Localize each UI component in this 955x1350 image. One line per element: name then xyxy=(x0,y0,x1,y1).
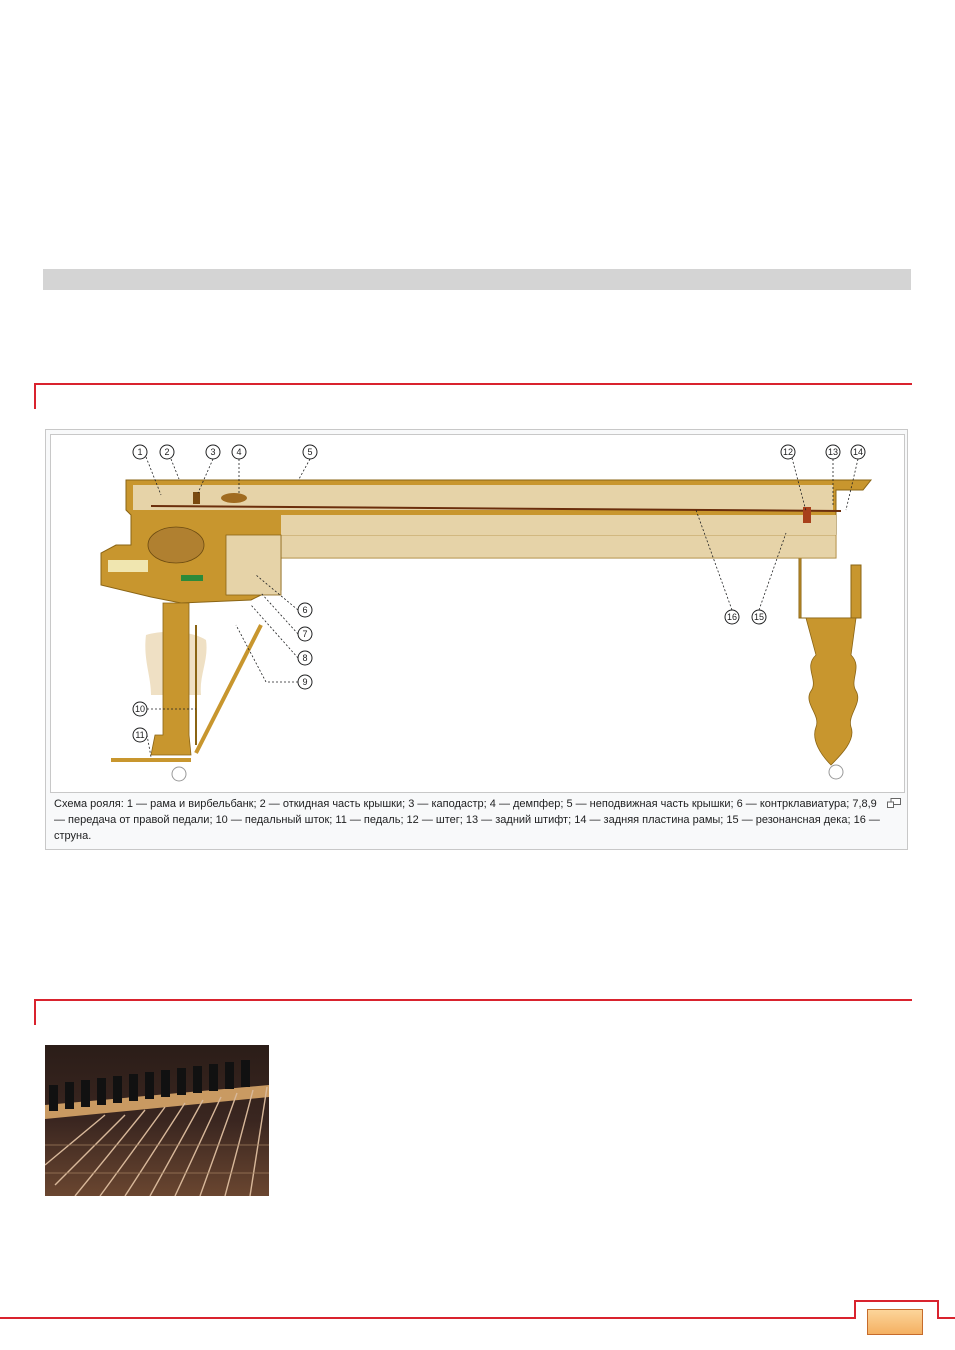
leader-5 xyxy=(299,459,310,479)
section-divider-1-tick xyxy=(34,383,36,409)
footer-bracket-left xyxy=(854,1300,856,1319)
callout-8 xyxy=(298,651,312,665)
svg-text:11: 11 xyxy=(135,730,145,740)
svg-text:1: 1 xyxy=(137,447,143,457)
svg-text:13: 13 xyxy=(827,447,839,457)
action-mechanism xyxy=(148,527,204,563)
svg-text:9: 9 xyxy=(302,677,308,687)
svg-text:12: 12 xyxy=(782,447,794,457)
figure-thumbnail xyxy=(45,429,908,850)
svg-text:7: 7 xyxy=(302,629,308,639)
callout-7 xyxy=(298,627,312,641)
case-block xyxy=(226,535,281,595)
footer-bracket-right xyxy=(937,1300,939,1319)
callout-12 xyxy=(781,445,795,459)
svg-text:4: 4 xyxy=(236,447,242,457)
svg-text:14: 14 xyxy=(852,447,864,457)
piano-diagram[interactable] xyxy=(50,434,905,793)
key-felt xyxy=(181,575,203,581)
callout-5 xyxy=(303,445,317,459)
enlarge-icon[interactable] xyxy=(887,798,901,808)
svg-text:6: 6 xyxy=(302,605,308,615)
figure-caption: Схема рояля: 1 — рама и вирбельбанк; 2 — откидная часть крышки; 3 — каподастр; 4 — демпфер; 5 — неподвижная часть крышки; 6 — контрклавиатура; 7,8,9 — передача от правой педали; 10 — педальный шток; 11 — педаль; 12 — штег; 13 — задний штифт; 14 — задняя пластина рамы; 15 — резонансная дека; 16 — струна. xyxy=(54,798,880,842)
callout-11 xyxy=(133,728,147,742)
callout-1 xyxy=(133,445,147,459)
soundboard-area xyxy=(281,535,836,558)
section-divider-2 xyxy=(34,999,912,1001)
key-area xyxy=(108,560,148,572)
callout-16 xyxy=(725,610,739,624)
leader-7 xyxy=(261,593,298,634)
svg-text:5: 5 xyxy=(307,447,313,457)
bridge xyxy=(803,507,811,523)
callout-4 xyxy=(232,445,246,459)
svg-text:3: 3 xyxy=(210,447,216,457)
svg-text:16: 16 xyxy=(726,612,738,622)
back-caster xyxy=(829,765,843,779)
callout-3 xyxy=(206,445,220,459)
front-caster xyxy=(172,767,186,781)
capodaster xyxy=(193,492,200,504)
callout-10 xyxy=(133,702,147,716)
damper xyxy=(221,493,247,503)
callout-13 xyxy=(826,445,840,459)
svg-text:2: 2 xyxy=(164,447,170,457)
callout-14 xyxy=(851,445,865,459)
footer-bracket-top xyxy=(854,1300,939,1302)
callout-6 xyxy=(298,603,312,617)
page-number-badge xyxy=(867,1309,923,1335)
piano-hammers-photo xyxy=(45,1045,269,1196)
leader-11 xyxy=(147,735,151,757)
callout-9 xyxy=(298,675,312,689)
soundboard-panel xyxy=(281,515,836,535)
svg-text:10: 10 xyxy=(134,704,146,714)
svg-text:15: 15 xyxy=(753,612,765,622)
section-divider-2-tick xyxy=(34,999,36,1025)
callout-2 xyxy=(160,445,174,459)
grand-piano-cross-section xyxy=(51,435,906,794)
footer-rule xyxy=(0,1317,855,1319)
section-divider-1 xyxy=(34,383,912,385)
svg-text:8: 8 xyxy=(302,653,308,663)
callout-15 xyxy=(752,610,766,624)
leader-2 xyxy=(171,459,179,479)
footer-rule-end xyxy=(938,1317,955,1319)
back-leg xyxy=(806,618,858,765)
gray-header-bar xyxy=(43,269,911,290)
